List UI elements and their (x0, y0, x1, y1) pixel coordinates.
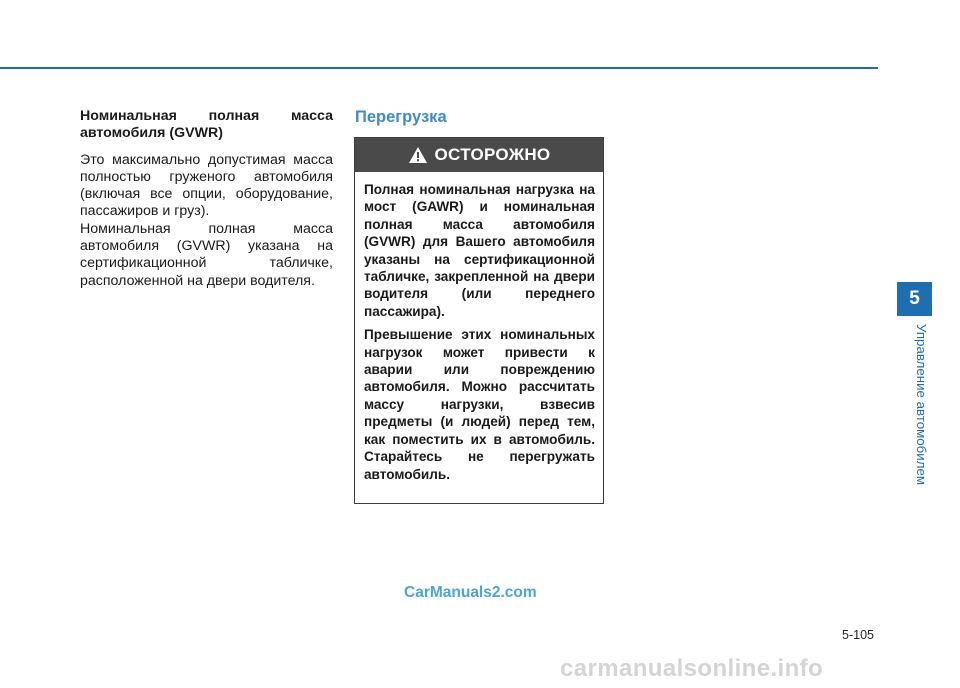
gvwr-heading: Номинальная полная масса автомобиля (GVWR) (80, 108, 333, 142)
bottom-watermark: carmanualsonline.info (560, 655, 824, 682)
gvwr-location-paragraph: Номинальная полная масса автомобиля (GVWR) указана на сертификационной табличке, расположенной на двери водителя. (80, 220, 333, 289)
warning-triangle-icon (408, 146, 428, 164)
warning-paragraph-ratings: Полная номинальная нагрузка на мост (GAWR) и номинальная полная масса автомобиля (GVWR) для Вашего автомобиля указаны на сертификационной табличке, закрепленной на двери водителя (или переднего пассажира). (364, 182, 595, 319)
site-watermark: CarManuals2.com (404, 584, 537, 601)
warning-paragraph-overload: Превышение этих номинальных нагрузок может привести к аварии или повреждению автомобиля. Можно рассчитать массу нагрузки, взвесив предметы (и людей) перед тем, как поместить их в автомобиль. Старайтесь не перегружать автомобиль. (364, 327, 595, 482)
header-rule (0, 67, 878, 69)
section-title: Перегрузка (355, 108, 447, 126)
left-column (80, 108, 333, 290)
warning-label: ОСТОРОЖНО (434, 145, 551, 164)
warning-body (355, 172, 603, 483)
gvwr-definition-paragraph: Это максимально допустимая масса полностью груженого автомобиля (включая все опции, оборудование, пассажиров и груз). (80, 151, 333, 220)
chapter-title-vertical: Управление автомобилем (914, 324, 929, 485)
chapter-number-tab: 5 (897, 282, 932, 316)
page-number: 5-105 (842, 628, 874, 642)
warning-box (354, 137, 604, 504)
warning-header (355, 138, 603, 172)
